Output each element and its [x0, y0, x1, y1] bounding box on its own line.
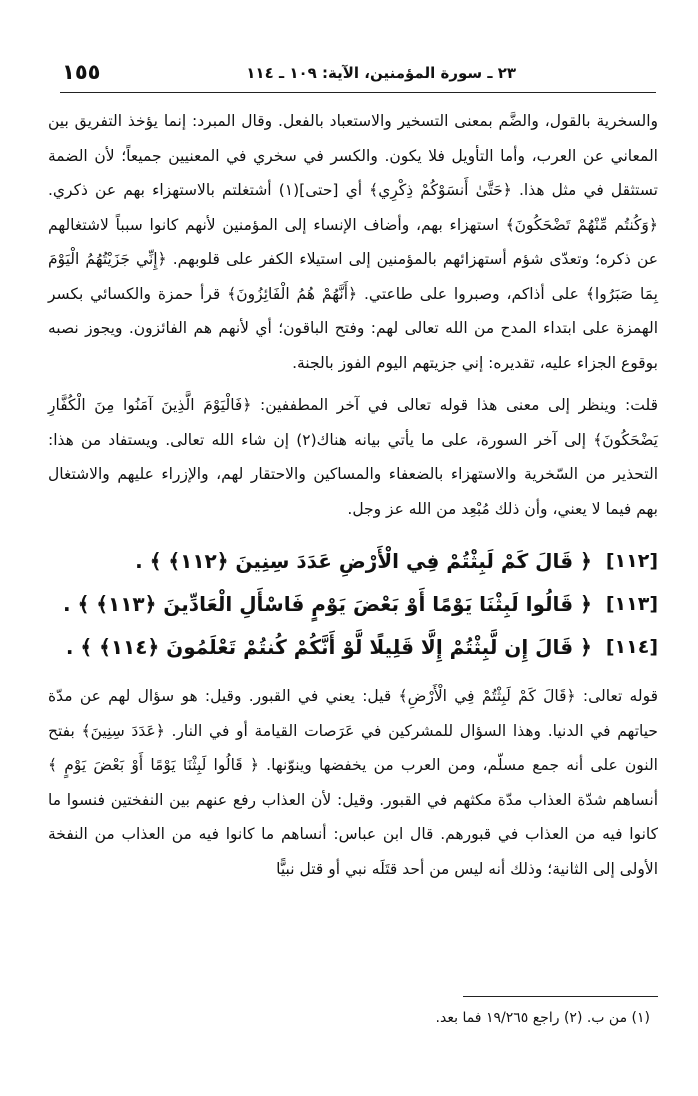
- verse-114: [48, 626, 658, 669]
- verse-text: ﴿ قَالَ إِن لَّبِثْتُمْ إِلَّا قَلِيلًا لَّوْ أَنَّكُمْ كُنتُمْ تَعْلَمُونَ ﴿١١٤﴾ ﴾ .: [65, 635, 592, 660]
- footnote-divider: [463, 996, 658, 997]
- verse-text: ﴿ قَالُوا لَبِثْنَا يَوْمًا أَوْ بَعْضَ يَوْمٍ فَاسْأَلِ الْعَادِّينَ ﴿١١٣﴾ ﴾ .: [63, 592, 592, 617]
- verse-number: [١١٣]: [605, 593, 658, 616]
- verse-number: [١١٢]: [605, 550, 658, 573]
- page-header: [60, 58, 656, 93]
- verse-number: [١١٤]: [605, 636, 658, 659]
- verse-block: [48, 540, 658, 669]
- verse-112: [48, 540, 658, 583]
- footnotes: (١) من ب. (٢) راجع ١٩/٢٦٥ فما بعد.: [435, 1010, 650, 1026]
- running-head: ٢٣ ـ سورة المؤمنين، الآية: ١٠٩ ـ ١١٤: [246, 64, 516, 82]
- verse-text: ﴿ قَالَ كَمْ لَبِثْتُمْ فِي الْأَرْضِ عَدَدَ سِنِينَ ﴿١١٢﴾ ﴾ .: [135, 549, 592, 574]
- verse-113: [48, 583, 658, 626]
- page-number: ١٥٥: [62, 60, 101, 84]
- tafsir-paragraph-1: والسخرية بالقول، والضَّم بمعنى التسخير والاستعباد بالفعل. وقال المبرد: إنما يؤخذ التفريق بين المعاني عن العرب، وأما التأويل فلا يكون. والكسر في سخري في المعنيين جميعاً؛ لأن الضمة تستثقل في مثل هذا. ﴿حَتَّىٰ أَنسَوْكُمْ ذِكْرِي﴾ أي [حتى](١) أشتغلتم بالاستهزاء بهم عن ذكري. ﴿وَكُنتُم مِّنْهُمْ تَضْحَكُونَ﴾ استهزاء بهم، وأضاف الإنساء إلى المؤمنين لأنهم كانوا سبباً لاشتغالهم عن ذكره؛ وتعدّى شؤم أستهزائهم بالمؤمنين إلى استيلاء الكفر على قلوبهم. ﴿إِنِّي جَزَيْتُهُمُ الْيَوْمَ بِمَا صَبَرُوا﴾ على أذاكم، وصبروا على طاعتي. ﴿أَنَّهُمْ هُمُ الْفَائِزُونَ﴾ قرأ حمزة والكسائي بكسر الهمزة على ابتداء المدح من الله تعالى لهم: وفتح الباقون؛ أي لأنهم هم الفائزون. ويجوز نصبه بوقوع الجزاء عليه، تقديره: إني جزيتهم اليوم الفوز بالجنة.: [48, 112, 658, 372]
- commentary-paragraph: قوله تعالى: ﴿قَالَ كَمْ لَبِثْتُمْ فِي الْأَرْضِ﴾ قيل: يعني في القبور. وقيل: هو سؤال لهم عن مدّة حياتهم في الدنيا. وهذا السؤال للمشركين في عَرَصات القيامة أو في النار. ﴿عَدَدَ سِنِينَ﴾ بفتح النون على أنه جمع مسلّم، ومن العرب من يخفضها وينوّنها. ﴿ قَالُوا لَبِثْنَا يَوْمًا أَوْ بَعْضَ يَوْمٍ ﴾ أنساهم شدّة العذاب مدّة مكثهم في القبور. وقيل: لأن العذاب رفع عنهم بين النفختين فنسوا ما كانوا فيه من العذاب في قبورهم. قال ابن عباس: أنساهم ما كانوا فيه من العذاب من النفخة الأولى إلى الثانية؛ وذلك أنه ليس من أحد قتَلَه نبي أو قتل نبيًّا: [48, 687, 658, 878]
- tafsir-paragraph-2: قلت: وينظر إلى معنى هذا قوله تعالى في آخر المطففين: ﴿فَالْيَوْمَ الَّذِينَ آمَنُوا مِنَ الْكُفَّارِ يَضْحَكُونَ﴾ إلى آخر السورة، على ما يأتي بيانه هناك(٢) إن شاء الله تعالى. ويستفاد من هذا: التحذير من السّخرية والاستهزاء بالضعفاء والمساكين والاحتقار لهم، والإزراء عليهم والاشتغال بهم فيما لا يعني، وأن ذلك مُبْعِد من الله عز وجل.: [48, 396, 658, 518]
- page-body: [48, 104, 658, 886]
